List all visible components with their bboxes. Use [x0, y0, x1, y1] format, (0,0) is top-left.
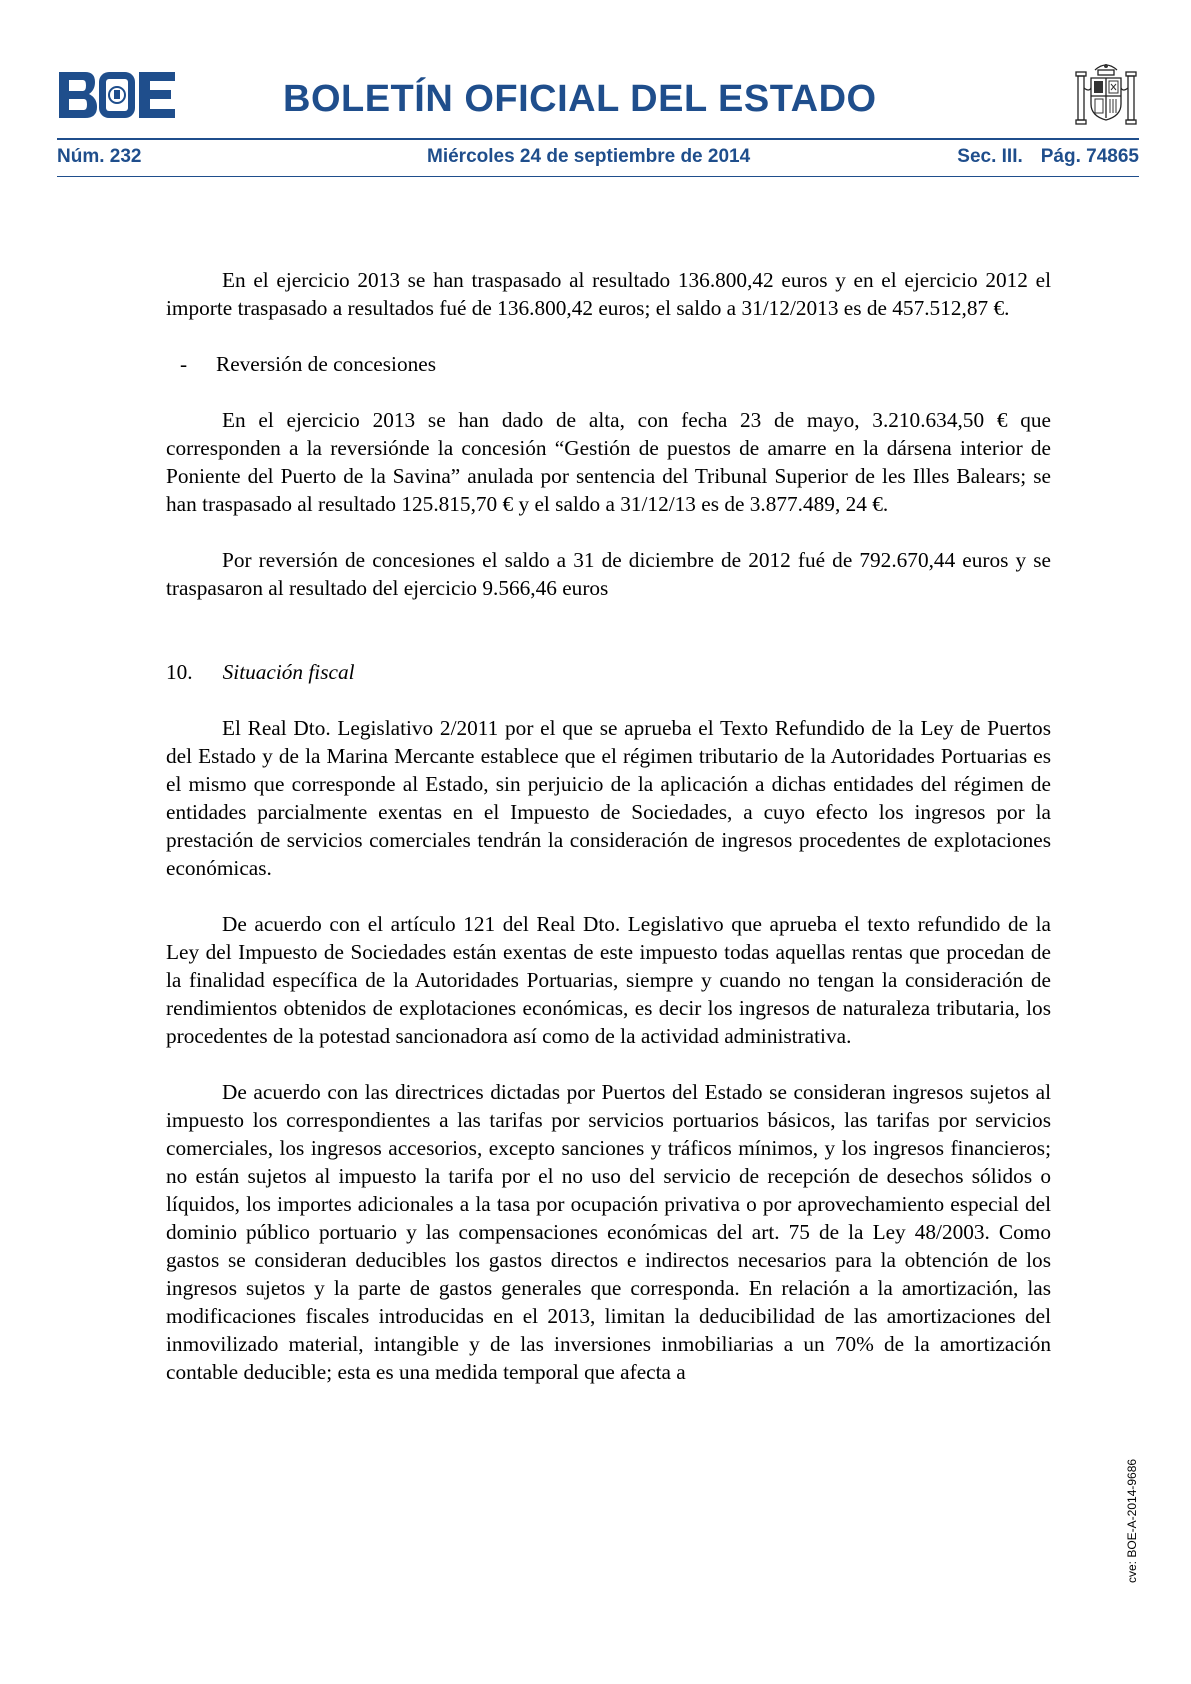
- document-body: [166, 266, 1051, 1386]
- page-number: Pág. 74865: [1040, 146, 1139, 167]
- section-page: [957, 146, 1139, 168]
- issue-date: Miércoles 24 de septiembre de 2014: [427, 146, 751, 167]
- bullet-text: Reversión de concesiones: [216, 352, 436, 376]
- paragraph-4: El Real Dto. Legislativo 2/2011 por el que se aprueba el Texto Refundido de la Ley de Puertos del Estado y de la Marina Mercante establece que el régimen tributario de la Autoridades Portuarias es el mismo que corresponde al Estado, sin perjuicio de la aplicación a dichas entidades del régimen de entidades parcialmente exentas en el Impuesto de Sociedades, a cuyo efecto los ingresos por la prestación de servicios comerciales tendrán la consideración de ingresos procedentes de explotaciones económicas.: [166, 716, 1051, 880]
- paragraph-5: De acuerdo con el artículo 121 del Real Dto. Legislativo que aprueba el texto refundido de la Ley del Impuesto de Sociedades están exentas de este impuesto todas aquellas rentas que procedan de la finalidad específica de la Autoridades Portuarias, siempre y cuando no tengan la consideración de rendimientos obtenidos de explotaciones económicas, es decir los ingresos de naturaleza tributaria, los procedentes de la potestad sancionadora así como de la actividad administrativa.: [166, 912, 1051, 1048]
- bullet-dash: -: [180, 352, 188, 376]
- section-heading: [166, 658, 1051, 686]
- coat-of-arms-icon: [1073, 58, 1139, 130]
- section-title: Situación fiscal: [222, 660, 355, 684]
- bullet-item: [166, 350, 1051, 378]
- cve-code: cve: BOE-A-2014-9686: [1125, 1458, 1139, 1583]
- page-title: BOLETÍN OFICIAL DEL ESTADO: [283, 78, 877, 120]
- header-rule: [57, 138, 1139, 140]
- issue-number: Núm. 232: [57, 146, 142, 167]
- boe-logo: [57, 70, 177, 120]
- paragraph-6: De acuerdo con las directrices dictadas por Puertos del Estado se consideran ingresos sujetos al impuesto los correspondientes a las tarifas por servicios portuarios básicos, las tarifas por servicios comerciales, los ingresos accesorios, excepto sanciones y tráficos mínimos, y los ingresos financieros; no están sujetos al impuesto la tarifa por el no uso del servicio de recepción de desechos sólidos o líquidos, los importes adicionales a la tasa por ocupación privativa o por aprovechamiento especial del dominio público portuario y las compensaciones económicas del art. 75 de la Ley 48/2003. Como gastos se consideran deducibles los gastos directos e indirectos necesarios para la obtención de los ingresos sujetos y la parte de gastos generales que corresponda. En relación a la amortización, las modificaciones fiscales introducidas en el 2013, limitan la deducibilidad de las amortizaciones del inmovilizado material, intangible y de las inversiones inmobiliarias a un 70% de la amortización contable deducible; esta es una medida temporal que afecta a: [166, 1080, 1051, 1384]
- section-number: 10.: [166, 660, 193, 684]
- header-bottom-rule: [57, 176, 1139, 177]
- page-header: [57, 58, 1139, 178]
- paragraph-3: Por reversión de concesiones el saldo a 31 de diciembre de 2012 fué de 792.670,44 euros y se traspasaron al resultado del ejercicio 9.566,46 euros: [166, 548, 1051, 600]
- paragraph-2: En el ejercicio 2013 se han dado de alta, con fecha 23 de mayo, 3.210.634,50 € que corresponden a la reversiónde la concesión “Gestión de puestos de amarre en la dársena interior de Poniente del Puerto de la Savina” anulada por sentencia del Tribunal Superior de les Illes Balears; se han traspasado al resultado 125.815,70 € y el saldo a 31/12/13 es de 3.877.489, 24 €.: [166, 408, 1051, 516]
- paragraph-1: En el ejercicio 2013 se han traspasado al resultado 136.800,42 euros y en el ejercicio 2012 el importe traspasado a resultados fué de 136.800,42 euros; el saldo a 31/12/2013 es de 457.512,87 €.: [166, 268, 1051, 320]
- section-label: Sec. III.: [957, 146, 1023, 167]
